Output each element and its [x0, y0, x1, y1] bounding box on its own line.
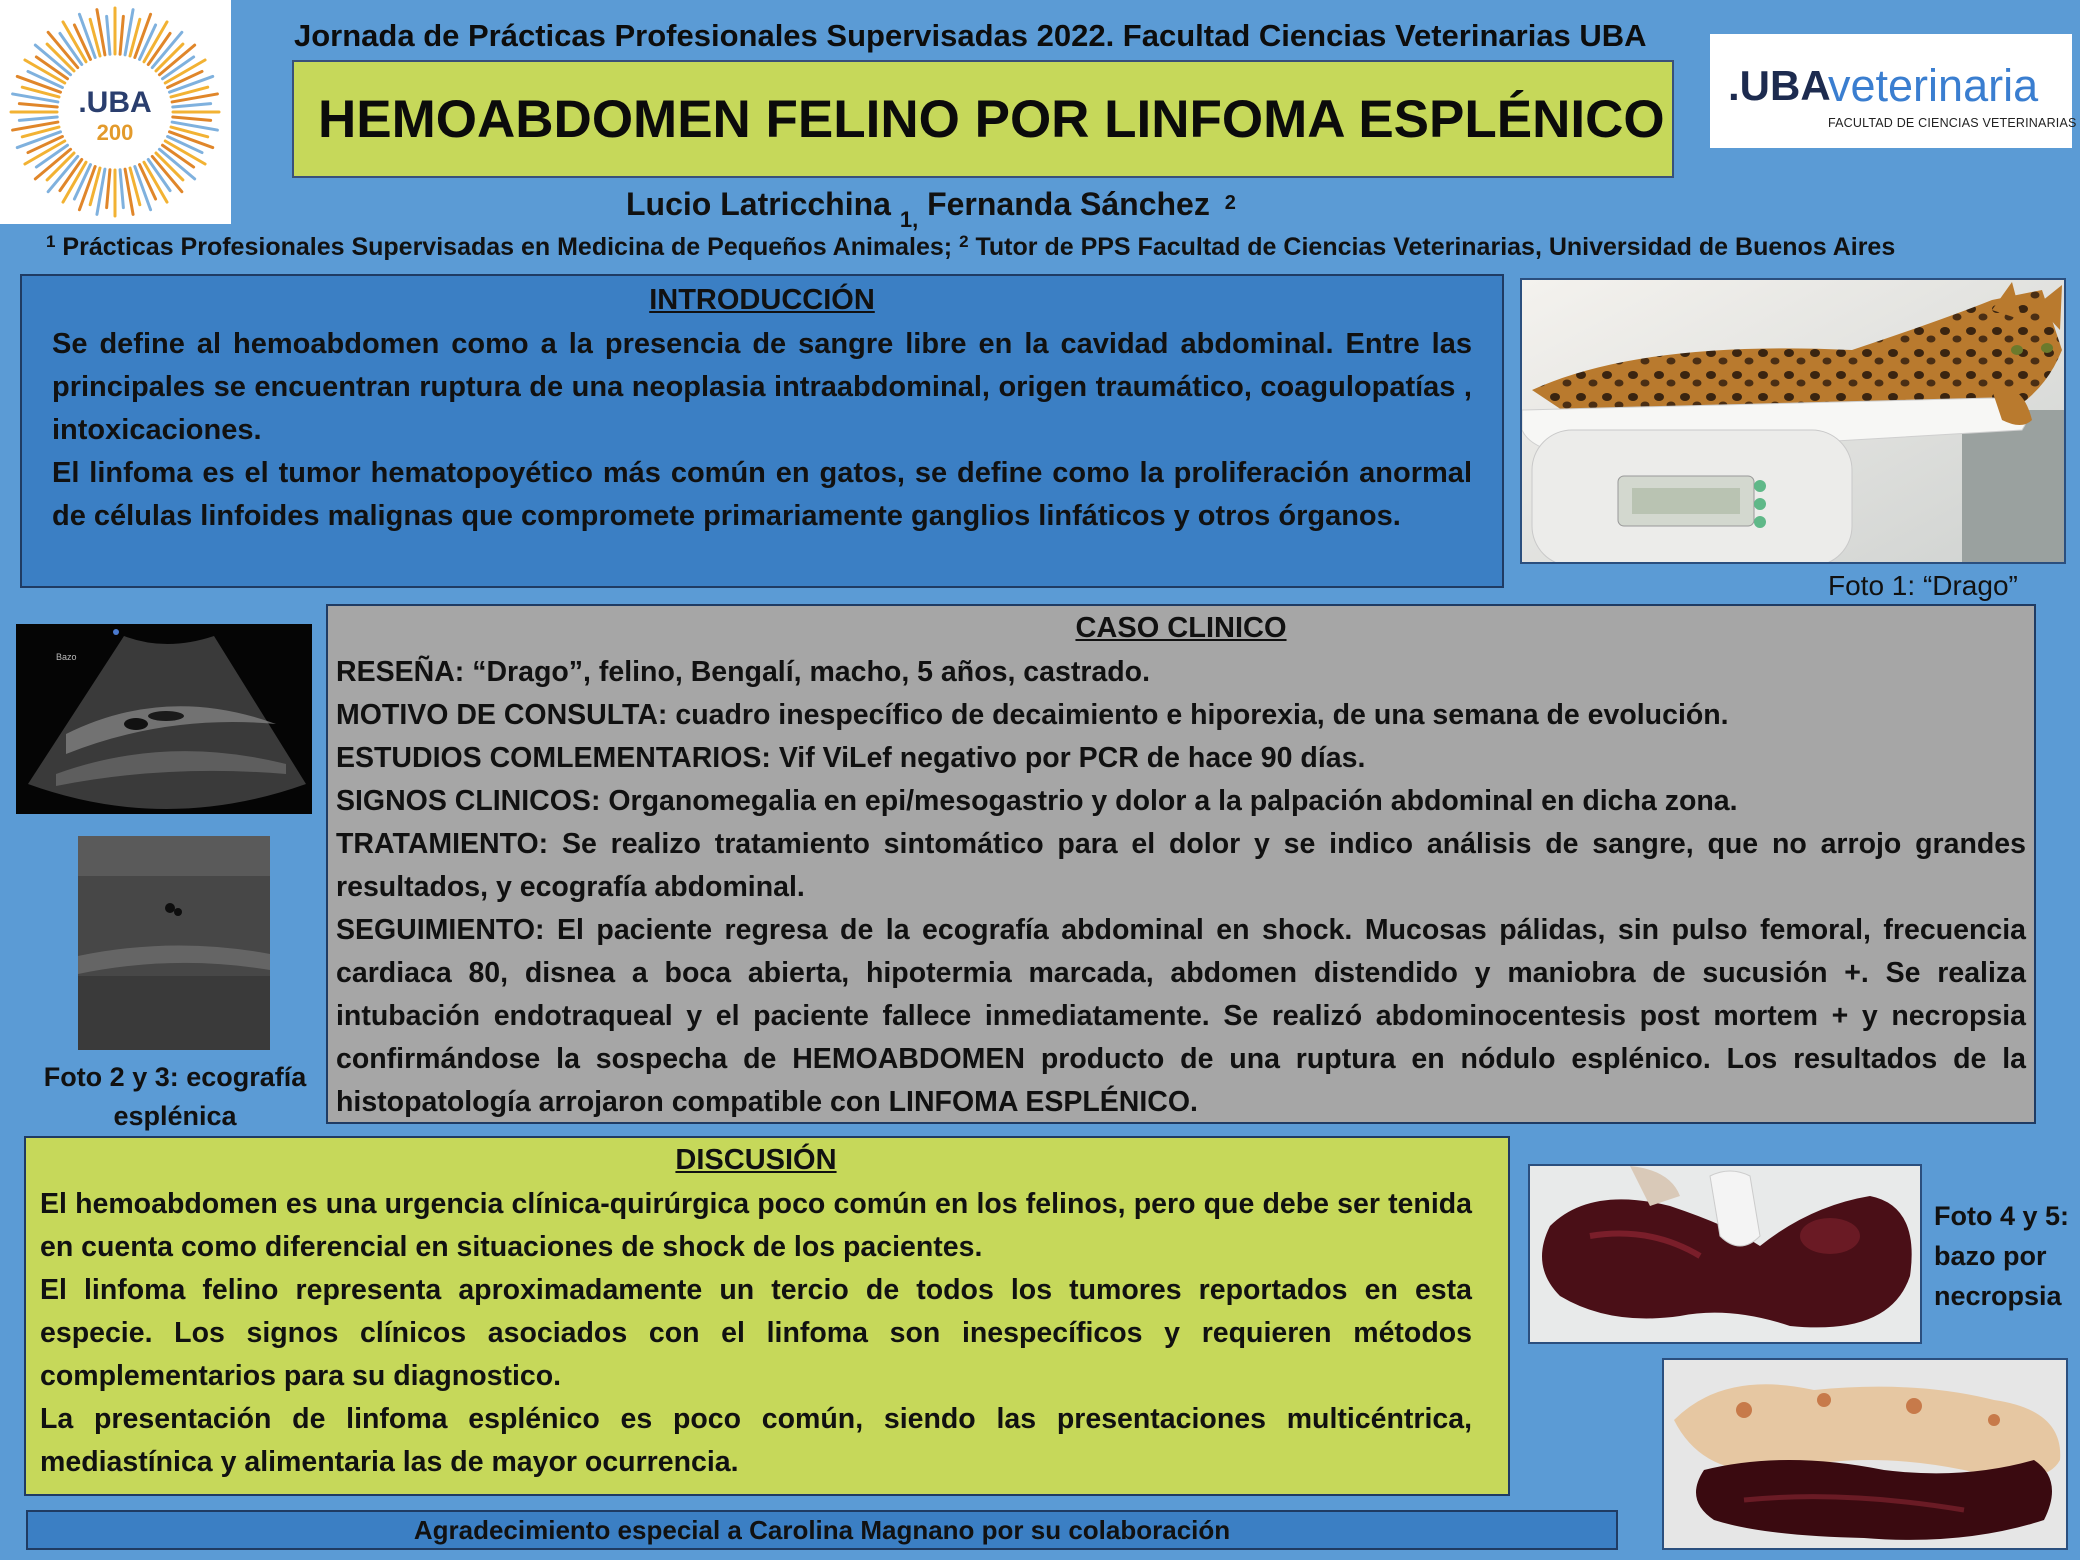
- acknowledgement-text: Agradecimiento especial a Carolina Magnano por su colaboración: [413, 1514, 1231, 1545]
- uba200-sunburst-icon: [0, 0, 231, 224]
- caso-title: CASO CLINICO: [1075, 612, 1287, 644]
- fvet-logo-faculty: FACULTAD DE CIENCIAS VETERINARIAS: [1828, 116, 2077, 130]
- fvet-logo-word: veterinaria: [1828, 60, 2039, 111]
- ultrasound-image-1: [16, 624, 312, 814]
- signos-label: SIGNOS CLINICOS:: [336, 785, 601, 817]
- ultrasound-label: Bazo: [56, 652, 77, 662]
- main-title-text: HEMOABDOMEN FELINO POR LINFOMA ESPLÉNICO: [318, 89, 1665, 149]
- affil-mark-2: 2: [959, 232, 969, 251]
- author-2: Fernanda Sánchez: [927, 186, 1210, 222]
- uba200-ray: [107, 170, 110, 208]
- uba200-ray: [120, 16, 123, 54]
- author-1-mark: 1,: [899, 207, 919, 232]
- caso-signos: [336, 780, 2026, 823]
- seguimiento-text: El paciente regresa de la ecografía abdominal en shock. Mucosas pálidas, sin pulso femoral, frecuencia cardiaca 80, disnea a boca abierta, hipotermia marcada, abdomen distendido y maniobra de sucusión +. Se realiza intubación endotraqueal y el paciente fallece inmediatamente. Se realizó abdominocentesis post mortem + y necropsia confirmándose la sospecha de HEMOABDOMEN producto de una ruptura en nódulo esplénico. Los resultados de la histopatología arrojaron compatible con LINFOMA ESPLÉNICO.: [336, 914, 2026, 1118]
- event-title: Jornada de Prácticas Profesionales Supervisadas 2022. Facultad Ciencias Veterinarias UBA: [294, 18, 1647, 53]
- tratamiento-text: Se realizo tratamiento sintomático para el dolor y se indico análisis de sangre, que no arrojo grandes resultados, y ecografía abdominal.: [336, 828, 2027, 903]
- authors-line: [626, 186, 1236, 233]
- caso-clinico-section: [326, 604, 2036, 1124]
- spleen-photo-1: [1528, 1164, 1922, 1344]
- motivo-text: cuadro inespecífico de decaimiento e hiporexia, de una semana de evolución.: [675, 699, 1729, 731]
- discusion-paragraph-3: La presentación de linfoma esplénico es poco común, siendo las presentaciones multicéntrica, mediastínica y alimentaria las de mayor ocurrencia.: [40, 1403, 1472, 1478]
- discusion-title: DISCUSIÓN: [675, 1144, 837, 1176]
- fvet-logo: [1710, 34, 2077, 148]
- intro-paragraph-1: Se define al hemoabdomen como a la presencia de sangre libre en la cavidad abdominal. Entre las principales se encuentran ruptura de una neoplasia intraabdominal, origen traumático, coagulopatías , intoxicaciones.: [52, 328, 1472, 446]
- intro-section: [20, 274, 1504, 588]
- uba200-logo: [0, 0, 231, 224]
- estudios-text: Vif ViLef negativo por PCR de hace 90 días.: [778, 742, 1366, 774]
- resena-label: RESEÑA:: [336, 656, 465, 688]
- fvet-logo-brand: .UBA: [1728, 62, 1831, 109]
- ultrasound-image-2: [78, 836, 270, 1050]
- intro-title: INTRODUCCIÓN: [649, 284, 875, 316]
- author-2-mark: 2: [1224, 192, 1236, 214]
- caso-resena: [336, 651, 2026, 694]
- uba200-ray: [19, 104, 57, 107]
- caso-estudios: [336, 737, 2026, 780]
- estudios-label: ESTUDIOS COMLEMENTARIOS:: [336, 742, 771, 774]
- uba200-ray: [107, 16, 110, 54]
- spleen-necropsy-image-2: [1664, 1360, 2068, 1550]
- uba200-ray: [173, 104, 211, 107]
- uba200-ray: [120, 170, 123, 208]
- uba200-brand: .UBA: [78, 86, 152, 119]
- affiliations: [46, 232, 1895, 262]
- uba200-ray: [19, 117, 57, 120]
- intro-paragraph-2: El linfoma es el tumor hematopoyético más común en gatos, se define como la proliferación anormal de células linfoides malignas que compromete primariamente ganglios linfáticos y otros órganos.: [52, 457, 1472, 532]
- photo-cat-drago: [1520, 278, 2066, 564]
- cat-on-scale-image: [1522, 280, 2066, 564]
- caso-motivo: [336, 694, 2026, 737]
- ultrasound-linear-image: [78, 836, 270, 1050]
- signos-text: Organomegalia en epi/mesogastrio y dolor a la palpación abdominal en dicha zona.: [608, 785, 1738, 817]
- tratamiento-label: TRATAMIENTO:: [336, 828, 549, 860]
- motivo-label: MOTIVO DE CONSULTA:: [336, 699, 668, 731]
- spleen-photo-2: [1662, 1358, 2068, 1550]
- caso-tratamiento: [336, 823, 2026, 909]
- author-1: Lucio Latricchina: [626, 186, 891, 222]
- main-title: [292, 60, 1674, 178]
- seguimiento-label: SEGUIMIENTO:: [336, 914, 545, 946]
- affil-mark-1: 1: [46, 232, 56, 251]
- affil-1: Prácticas Profesionales Supervisadas en Medicina de Pequeños Animales;: [62, 233, 953, 261]
- ultrasound-fan-image: [16, 624, 312, 814]
- caption-foto-2-3: Foto 2 y 3: ecografía esplénica: [43, 1062, 307, 1131]
- discusion-section: [24, 1136, 1510, 1496]
- uba200-sub: 200: [96, 120, 134, 145]
- caption-foto-1: Foto 1: “Drago”: [1828, 570, 2018, 601]
- acknowledgement-banner: [26, 1510, 1618, 1550]
- discusion-paragraph-1: El hemoabdomen es una urgencia clínica-quirúrgica poco común en los felinos, pero que debe ser tenida en cuenta como diferencial en situaciones de shock de los pacientes.: [40, 1188, 1472, 1263]
- resena-text: “Drago”, felino, Bengalí, macho, 5 años, castrado.: [472, 656, 1151, 688]
- discusion-paragraph-2: El linfoma felino representa aproximadamente un tercio de todos los tumores reportados en esta especie. Los signos clínicos asociados con el linfoma son inespecíficos y requieren métodos complementarios para su diagnostico.: [40, 1274, 1472, 1392]
- caption-foto-4-5: Foto 4 y 5: bazo por necropsia: [1934, 1201, 2070, 1311]
- caso-seguimiento: [336, 909, 2026, 1124]
- affil-2: Tutor de PPS Facultad de Ciencias Veterinarias, Universidad de Buenos Aires: [975, 233, 1896, 261]
- spleen-necropsy-image-1: [1530, 1166, 1922, 1344]
- uba200-ray: [173, 117, 211, 120]
